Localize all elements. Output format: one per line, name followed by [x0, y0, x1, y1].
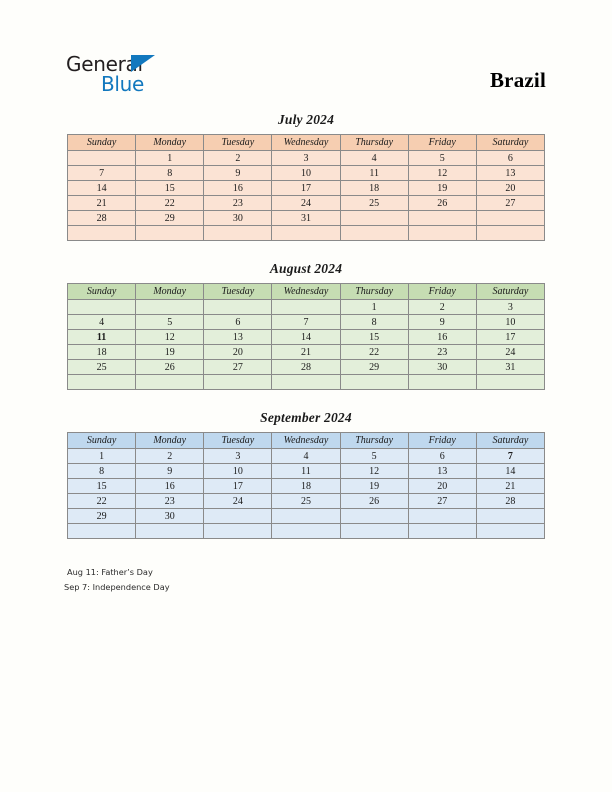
- calendar-day-cell[interactable]: 16: [204, 181, 272, 196]
- calendar-week-row: [68, 509, 545, 524]
- month-title: September 2024: [260, 410, 352, 425]
- weekday-header-monday: Monday: [136, 135, 204, 151]
- calendar-day-cell[interactable]: 24: [476, 345, 544, 360]
- weekday-header-tuesday: Tuesday: [204, 433, 272, 449]
- calendar-day-cell[interactable]: 4: [68, 315, 136, 330]
- calendar-day-cell[interactable]: 21: [476, 479, 544, 494]
- calendar-week-row: [68, 196, 545, 211]
- calendar-day-cell[interactable]: 15: [136, 181, 204, 196]
- calendar-day-cell[interactable]: 25: [272, 494, 340, 509]
- calendar-day-cell[interactable]: 10: [476, 315, 544, 330]
- calendar-day-cell[interactable]: 12: [340, 464, 408, 479]
- calendar-day-cell[interactable]: 2: [136, 449, 204, 464]
- calendar-day-cell[interactable]: 25: [340, 196, 408, 211]
- calendar-day-cell[interactable]: 15: [340, 330, 408, 345]
- calendar-day-cell[interactable]: 2: [204, 151, 272, 166]
- calendar-day-cell[interactable]: 14: [272, 330, 340, 345]
- page-header: [0, 0, 612, 110]
- calendar-day-cell[interactable]: 28: [272, 360, 340, 375]
- calendar-day-cell[interactable]: 12: [136, 330, 204, 345]
- calendar-day-cell[interactable]: 3: [476, 300, 544, 315]
- calendar-day-cell[interactable]: 22: [68, 494, 136, 509]
- calendar-day-cell[interactable]: 23: [204, 196, 272, 211]
- calendar-week-row: [68, 151, 545, 166]
- calendar-day-cell[interactable]: 20: [204, 345, 272, 360]
- calendar-day-cell[interactable]: 28: [476, 494, 544, 509]
- calendar-week-row: [68, 226, 545, 241]
- calendar-cell-empty: [476, 375, 544, 390]
- calendar-day-cell[interactable]: 26: [136, 360, 204, 375]
- calendar-day-cell[interactable]: 21: [68, 196, 136, 211]
- calendar-cell-empty: [408, 524, 476, 539]
- calendar-cell-empty: [204, 375, 272, 390]
- calendar-day-cell[interactable]: 20: [408, 479, 476, 494]
- calendar-week-row: [68, 375, 545, 390]
- calendar-day-cell[interactable]: 5: [136, 315, 204, 330]
- calendar-day-cell[interactable]: 18: [272, 479, 340, 494]
- weekday-header-monday: Monday: [136, 433, 204, 449]
- calendar-day-cell[interactable]: 22: [136, 196, 204, 211]
- calendar-day-cell[interactable]: 15: [68, 479, 136, 494]
- calendar-day-cell[interactable]: 9: [204, 166, 272, 181]
- calendar-cell-empty: [272, 300, 340, 315]
- calendar-day-cell[interactable]: 8: [68, 464, 136, 479]
- calendar-cell-empty: [340, 226, 408, 241]
- calendar-cell-empty: [272, 375, 340, 390]
- calendar-day-cell[interactable]: 1: [136, 151, 204, 166]
- calendar-cell-empty: [408, 211, 476, 226]
- weekday-header-tuesday: Tuesday: [204, 135, 272, 151]
- calendar-day-cell[interactable]: 30: [408, 360, 476, 375]
- calendar-cell-empty: [476, 509, 544, 524]
- calendar-day-cell[interactable]: 24: [272, 196, 340, 211]
- calendar-day-cell[interactable]: 30: [136, 509, 204, 524]
- calendar-cell-empty: [136, 375, 204, 390]
- calendar-day-cell[interactable]: 9: [408, 315, 476, 330]
- calendar-cell-empty: [340, 375, 408, 390]
- calendar-day-cell[interactable]: 6: [408, 449, 476, 464]
- logo-text-blue: Blue: [101, 72, 145, 96]
- calendar-day-cell[interactable]: 21: [272, 345, 340, 360]
- holiday-note: Sep 7: Independence Day: [64, 582, 170, 592]
- calendar-day-cell[interactable]: 24: [204, 494, 272, 509]
- calendar-cell-empty: [408, 375, 476, 390]
- calendar-week-row: [68, 181, 545, 196]
- calendar-week-row: [68, 211, 545, 226]
- calendar-table-september: [67, 432, 545, 539]
- weekday-header-monday: Monday: [136, 284, 204, 300]
- holiday-legend: [64, 565, 464, 595]
- calendar-day-cell[interactable]: 27: [476, 196, 544, 211]
- calendar-day-cell[interactable]: 14: [68, 181, 136, 196]
- holiday-note: Aug 11: Father’s Day: [67, 567, 153, 577]
- calendar-day-cell[interactable]: 5: [340, 449, 408, 464]
- calendar-cell-empty: [68, 226, 136, 241]
- weekday-header-sunday: Sunday: [68, 135, 136, 151]
- calendar-day-cell[interactable]: 27: [204, 360, 272, 375]
- weekday-header-row: [68, 135, 545, 151]
- calendar-day-cell[interactable]: 3: [204, 449, 272, 464]
- triangle-icon: [131, 55, 155, 72]
- weekday-header-tuesday: Tuesday: [204, 284, 272, 300]
- calendar-day-cell[interactable]: 1: [68, 449, 136, 464]
- calendar-day-cell[interactable]: 10: [204, 464, 272, 479]
- calendar-day-cell[interactable]: 11: [272, 464, 340, 479]
- weekday-header-friday: Friday: [408, 284, 476, 300]
- weekday-header-friday: Friday: [408, 135, 476, 151]
- calendar-day-cell[interactable]: 22: [340, 345, 408, 360]
- calendar-week-row: [68, 300, 545, 315]
- calendar-day-cell[interactable]: 17: [204, 479, 272, 494]
- calendar-week-row: [68, 524, 545, 539]
- weekday-header-saturday: Saturday: [476, 433, 544, 449]
- calendar-cell-empty: [204, 300, 272, 315]
- weekday-header-wednesday: Wednesday: [272, 135, 340, 151]
- calendar-day-cell[interactable]: 11: [68, 330, 136, 345]
- calendar-table-july: [67, 134, 545, 241]
- calendar-day-cell[interactable]: 23: [136, 494, 204, 509]
- logo-text-general: General: [66, 52, 143, 76]
- calendar-day-cell[interactable]: 4: [340, 151, 408, 166]
- calendar-cell-empty: [68, 524, 136, 539]
- calendar-week-row: [68, 315, 545, 330]
- calendar-cell-empty: [340, 509, 408, 524]
- calendar-week-row: [68, 360, 545, 375]
- month-block-july: [67, 112, 545, 241]
- calendar-day-cell[interactable]: 8: [136, 166, 204, 181]
- calendar-day-cell[interactable]: 29: [136, 211, 204, 226]
- calendar-cell-empty: [136, 524, 204, 539]
- calendar-day-cell[interactable]: 7: [272, 315, 340, 330]
- calendar-day-cell[interactable]: 25: [68, 360, 136, 375]
- weekday-header-saturday: Saturday: [476, 135, 544, 151]
- page-title: Brazil: [489, 68, 546, 92]
- calendar-cell-empty: [68, 151, 136, 166]
- weekday-header-row: [68, 284, 545, 300]
- calendar-day-cell[interactable]: 6: [476, 151, 544, 166]
- calendar-day-cell[interactable]: 27: [408, 494, 476, 509]
- calendar-week-row: [68, 330, 545, 345]
- calendar-cell-empty: [340, 211, 408, 226]
- calendar-day-cell[interactable]: 29: [340, 360, 408, 375]
- calendar-cell-empty: [204, 226, 272, 241]
- calendar-body: [68, 151, 545, 241]
- calendar-week-row: [68, 166, 545, 181]
- weekday-header-saturday: Saturday: [476, 284, 544, 300]
- calendar-day-cell[interactable]: 26: [340, 494, 408, 509]
- weekday-header-sunday: Sunday: [68, 433, 136, 449]
- calendar-day-cell[interactable]: 17: [476, 330, 544, 345]
- calendar-cell-empty: [476, 211, 544, 226]
- calendar-day-cell[interactable]: 2: [408, 300, 476, 315]
- calendar-cell-empty: [136, 226, 204, 241]
- calendar-day-cell[interactable]: 31: [272, 211, 340, 226]
- calendar-week-row: [68, 449, 545, 464]
- calendar-day-cell[interactable]: 5: [408, 151, 476, 166]
- calendar-day-cell[interactable]: 19: [340, 479, 408, 494]
- month-block-august: [67, 261, 545, 390]
- calendar-cell-empty: [272, 524, 340, 539]
- calendar-day-cell[interactable]: 13: [476, 166, 544, 181]
- calendar-cell-empty: [476, 226, 544, 241]
- calendar-cell-empty: [272, 226, 340, 241]
- calendar-day-cell[interactable]: 9: [136, 464, 204, 479]
- weekday-header-wednesday: Wednesday: [272, 284, 340, 300]
- calendar-cell-empty: [204, 509, 272, 524]
- calendar-week-row: [68, 345, 545, 360]
- calendar-day-cell[interactable]: 20: [476, 181, 544, 196]
- calendar-body: [68, 300, 545, 390]
- calendar-cell-empty: [408, 226, 476, 241]
- calendar-week-row: [68, 464, 545, 479]
- calendar-cell-empty: [68, 300, 136, 315]
- calendar-body: [68, 449, 545, 539]
- calendar-day-cell[interactable]: 14: [476, 464, 544, 479]
- calendar-day-cell[interactable]: 30: [204, 211, 272, 226]
- calendar-cell-empty: [272, 509, 340, 524]
- calendar-day-cell[interactable]: 13: [408, 464, 476, 479]
- weekday-header-thursday: Thursday: [340, 433, 408, 449]
- calendar-week-row: [68, 479, 545, 494]
- calendar-cell-empty: [204, 524, 272, 539]
- calendar-day-cell[interactable]: 19: [136, 345, 204, 360]
- calendar-table-august: [67, 283, 545, 390]
- calendar-day-cell[interactable]: 12: [408, 166, 476, 181]
- calendar-day-cell[interactable]: 29: [68, 509, 136, 524]
- general-blue-logo: [66, 53, 226, 99]
- calendar-day-cell[interactable]: 13: [204, 330, 272, 345]
- weekday-header-sunday: Sunday: [68, 284, 136, 300]
- calendar-day-cell[interactable]: 19: [408, 181, 476, 196]
- calendar-day-cell[interactable]: 6: [204, 315, 272, 330]
- calendar-day-cell[interactable]: 4: [272, 449, 340, 464]
- weekday-header-friday: Friday: [408, 433, 476, 449]
- calendar-day-cell[interactable]: 3: [272, 151, 340, 166]
- weekday-header-row: [68, 433, 545, 449]
- calendar-day-cell[interactable]: 1: [340, 300, 408, 315]
- calendar-day-cell[interactable]: 10: [272, 166, 340, 181]
- weekday-header-thursday: Thursday: [340, 135, 408, 151]
- calendar-week-row: [68, 494, 545, 509]
- month-title: August 2024: [269, 261, 343, 276]
- calendar-day-cell[interactable]: 18: [68, 345, 136, 360]
- calendar-day-cell[interactable]: 17: [272, 181, 340, 196]
- month-title: July 2024: [277, 112, 335, 127]
- calendar-day-cell[interactable]: 7: [476, 449, 544, 464]
- weekday-header-wednesday: Wednesday: [272, 433, 340, 449]
- calendar-cell-empty: [476, 524, 544, 539]
- calendar-day-cell[interactable]: 18: [340, 181, 408, 196]
- calendar-cell-empty: [408, 509, 476, 524]
- calendar-day-cell[interactable]: 8: [340, 315, 408, 330]
- calendar-day-cell[interactable]: 16: [408, 330, 476, 345]
- calendar-day-cell[interactable]: 16: [136, 479, 204, 494]
- calendar-day-cell[interactable]: 11: [340, 166, 408, 181]
- calendar-day-cell[interactable]: 23: [408, 345, 476, 360]
- weekday-header-thursday: Thursday: [340, 284, 408, 300]
- calendar-cell-empty: [340, 524, 408, 539]
- month-block-september: [67, 410, 545, 539]
- calendar-cell-empty: [136, 300, 204, 315]
- calendar-day-cell[interactable]: 31: [476, 360, 544, 375]
- calendar-day-cell[interactable]: 7: [68, 166, 136, 181]
- calendar-cell-empty: [68, 375, 136, 390]
- calendar-day-cell[interactable]: 26: [408, 196, 476, 211]
- calendar-day-cell[interactable]: 28: [68, 211, 136, 226]
